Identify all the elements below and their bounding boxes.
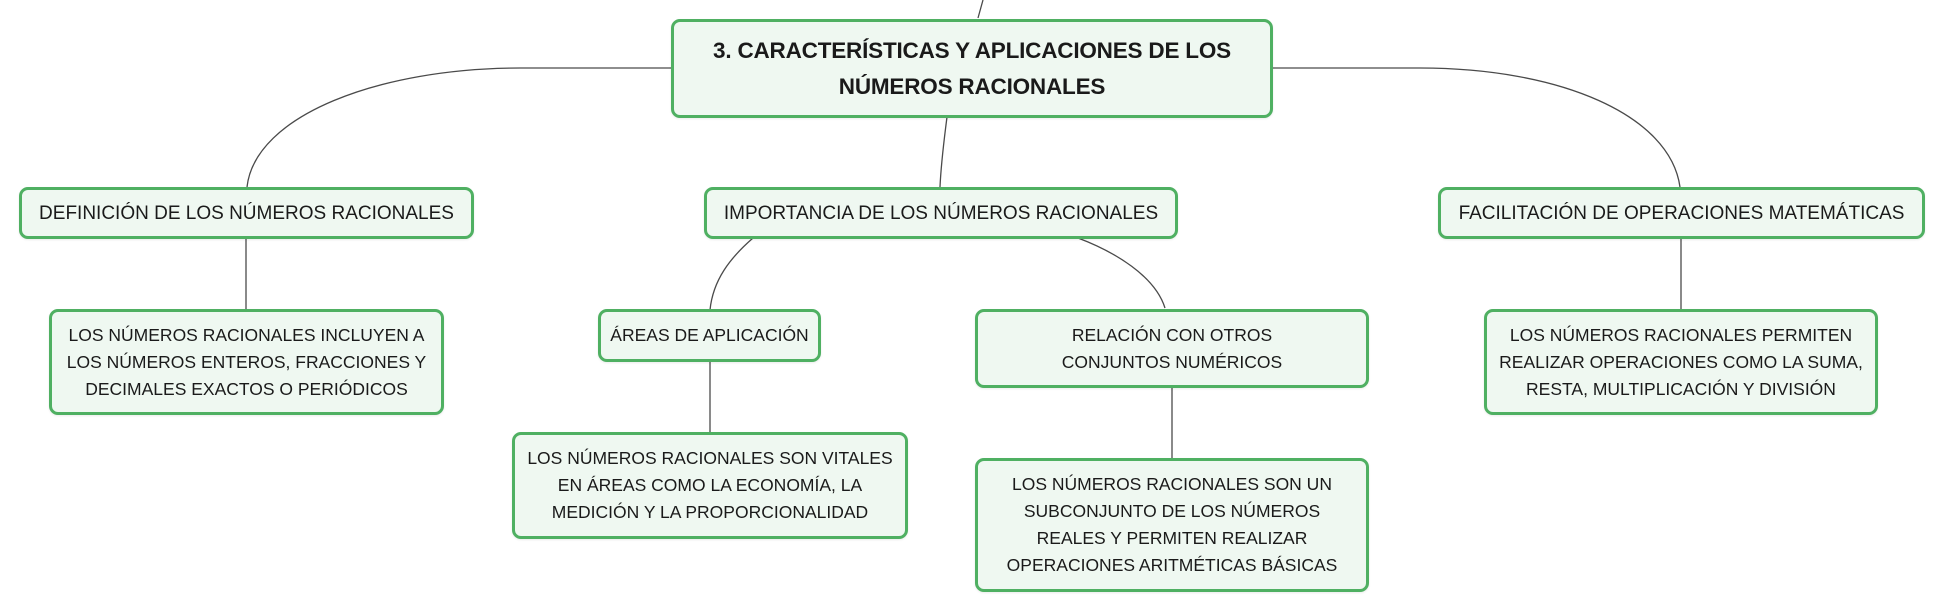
connector-root-importancia [940,117,947,187]
topic-definicion[interactable] [19,187,474,239]
topic-definicion-label: DEFINICIÓN DE LOS NÚMEROS RACIONALES [39,202,454,224]
connector-root-definicion [247,68,672,187]
facilitacion-detail-text: LOS NÚMEROS RACIONALES PERMITEN REALIZAR OPERACIONES COMO LA SUMA, RESTA, MULTIPLICACIÓN Y DIVISIÓN [1499,324,1863,399]
topic-importancia-label: IMPORTANCIA DE LOS NÚMEROS RACIONALES [723,202,1159,224]
subtopic-relacion-label: RELACIÓN CON OTROS CONJUNTOS NUMÉRICOS [1061,324,1283,372]
topic-facilitacion[interactable] [1438,187,1925,239]
areas-detail[interactable] [512,432,908,539]
areas-detail-text: LOS NÚMEROS RACIONALES SON VITALES EN ÁREAS COMO LA ECONOMÍA, LA MEDICIÓN Y LA PROPORCIONALIDAD [527,448,893,522]
definicion-detail[interactable] [49,309,444,415]
relacion-detail[interactable] [975,458,1369,592]
facilitacion-detail[interactable] [1484,309,1878,415]
topic-importancia[interactable] [704,187,1178,239]
definicion-detail-text: LOS NÚMEROS RACIONALES INCLUYEN A LOS NÚMEROS ENTEROS, FRACCIONES Y DECIMALES EXACTOS O PERIÓDICOS [66,324,427,399]
connector-to-parent [978,0,983,18]
subtopic-relacion[interactable] [975,309,1369,388]
connector-root-facilitacion [1272,68,1680,187]
subtopic-areas[interactable] [598,309,821,362]
relacion-detail-text: LOS NÚMEROS RACIONALES SON UN SUBCONJUNTO DE LOS NÚMEROS REALES Y PERMITEN REALIZAR OPERACIONES ARITMÉTICAS BÁSICAS [1006,474,1338,575]
subtopic-areas-label: ÁREAS DE APLICACIÓN [610,325,809,345]
connector-importancia-areas [710,238,753,310]
root-topic[interactable] [671,19,1273,118]
connector-importancia-relacion [1078,238,1165,308]
topic-facilitacion-label: FACILITACIÓN DE OPERACIONES MATEMÁTICAS [1458,202,1905,224]
root-topic-label: 3. CARACTERÍSTICAS Y APLICACIONES DE LOS NÚMEROS RACIONALES [713,37,1231,99]
